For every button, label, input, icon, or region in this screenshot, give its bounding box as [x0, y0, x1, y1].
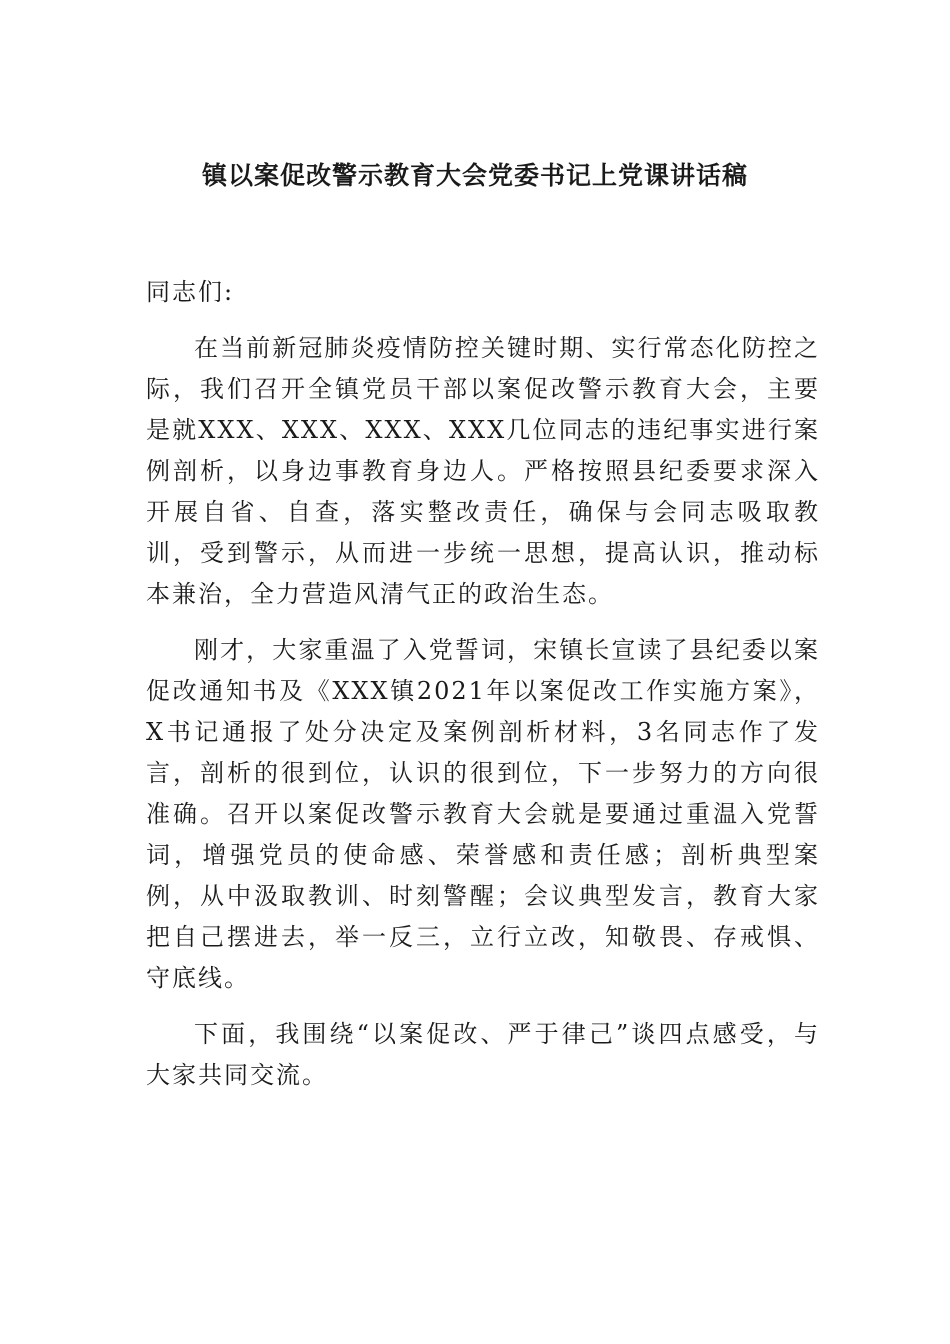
paragraph-1: 在当前新冠肺炎疫情防控关键时期、实行常态化防控之际，我们召开全镇党员干部以案促改警示教育大会，主要是就XXX、XXX、XXX、XXX几位同志的违纪事实进行案例剖析，以身边事教育身边人。严格按照县纪委要求深入开展自省、自查，落实整改责任，确保与会同志吸取教训，受到警示，从而进一步统一思想，提高认识，推动标本兼治，全力营造风清气正的政治生态。 — [146, 334, 820, 608]
paragraph-2: 刚才，大家重温了入党誓词，宋镇长宣读了县纪委以案促改通知书及《XXX镇2021年以案促改工作实施方案》，X书记通报了处分决定及案例剖析材料，3名同志作了发言，剖析的很到位，认识的很到位，下一步努力的方向很准确。召开以案促改警示教育大会就是要通过重温入党誓词，增强党员的使命感、荣誉感和责任感；剖析典型案例，从中汲取教训、时刻警醒；会议典型发言，教育大家把自己摆进去，举一反三，立行立改，知敬畏、存戒惧、守底线。 — [146, 636, 820, 992]
document-body — [146, 272, 820, 1111]
document-title: 镇以案促改警示教育大会党委书记上党课讲话稿 — [201, 161, 748, 190]
paragraph-3: 下面，我围绕“以案促改、严于律己”谈四点感受，与大家共同交流。 — [146, 1020, 820, 1089]
salutation: 同志们: — [146, 278, 235, 306]
